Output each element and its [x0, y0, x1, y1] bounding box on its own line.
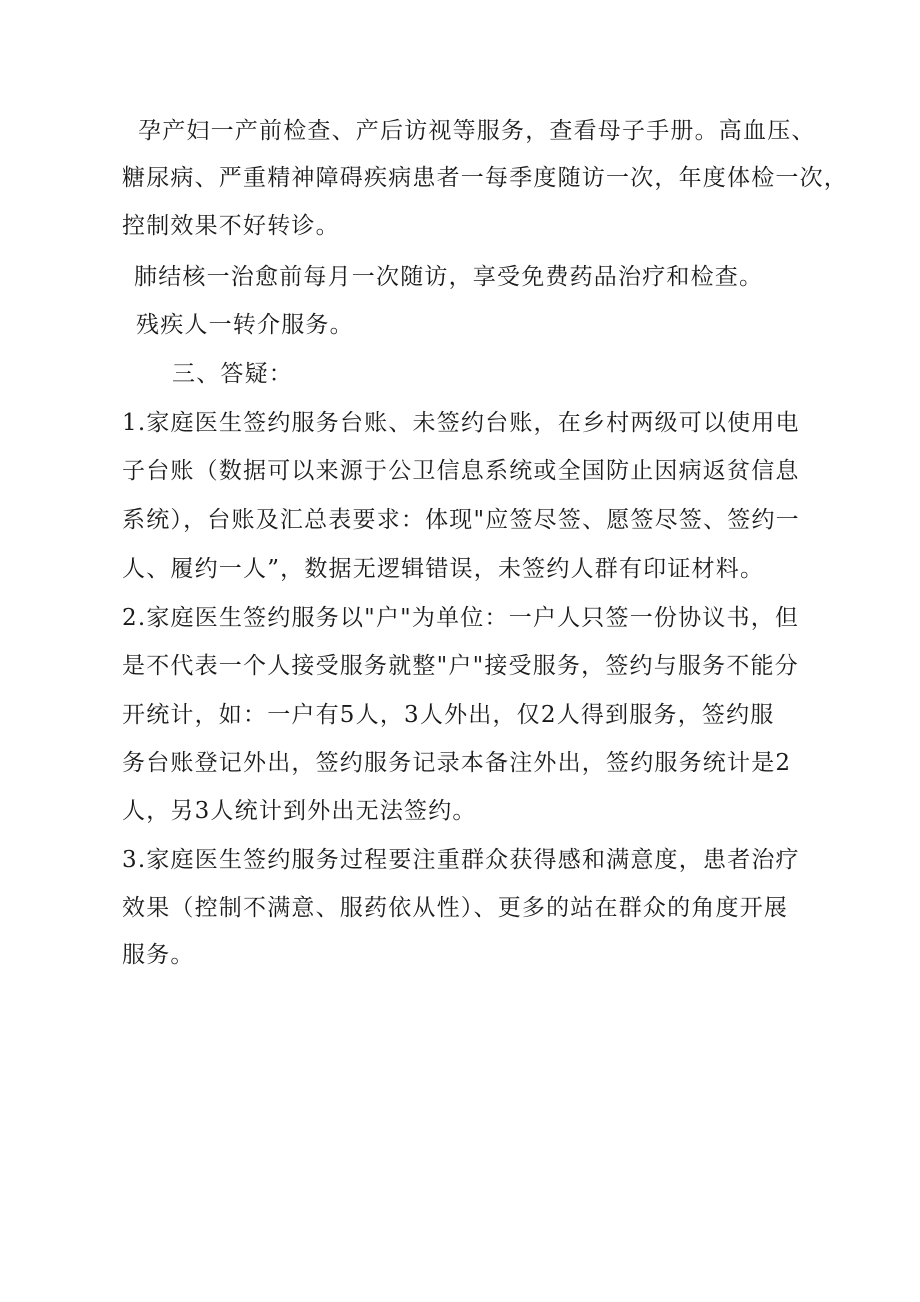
text-line-4: 肺结核一治愈前每月一次随访，享受免费药品治疗和检查。 [134, 264, 764, 290]
text-line-2: 糖尿病、严重精神障碍疾病患者一每季度随访一次，年度体检一次， [122, 165, 848, 191]
text-line-16: 3.家庭医生签约服务过程要注重群众获得感和满意度，患者治疗 [122, 847, 800, 873]
text-line-17: 效果（控制不满意、服药依从性）、更多的站在群众的角度开展 [122, 895, 789, 921]
text-line-1: 孕产妇一产前检查、产后访视等服务，查看母子手册。高血压、 [138, 118, 816, 144]
text-line-15: 人，另3人统计到外出无法签约。 [122, 798, 477, 824]
section-heading: 三、答疑： [172, 361, 293, 387]
text-line-8: 子台账（数据可以来源于公卫信息系统或全国防止因病返贫信息 [122, 458, 800, 484]
text-line-11: 2.家庭医生签约服务以"户"为单位：一户人只签一份协议书，但 [122, 605, 800, 631]
text-line-7: 1.家庭医生签约服务台账、未签约台账，在乡村两级可以使用电 [122, 410, 800, 436]
text-line-14: 务台账登记外出，签约服务记录本备注外出，签约服务统计是2 [122, 750, 792, 776]
text-line-13: 开统计，如：一户有5人，3人外出，仅2人得到服务，签约服 [122, 702, 775, 728]
text-line-9: 系统），台账及汇总表要求：体现"应签尽签、愿签尽签、签约一 [122, 507, 800, 533]
text-line-12: 是不代表一个人接受服务就整"户"接受服务，签约与服务不能分 [122, 653, 799, 679]
text-line-18: 服务。 [122, 942, 195, 968]
text-line-5: 残疾人一转介服务。 [136, 312, 354, 338]
text-line-10: 人、履约一人”，数据无逻辑错误，未签约人群有印证材料。 [122, 556, 765, 582]
text-line-3: 控制效果不好转诊。 [122, 213, 340, 239]
